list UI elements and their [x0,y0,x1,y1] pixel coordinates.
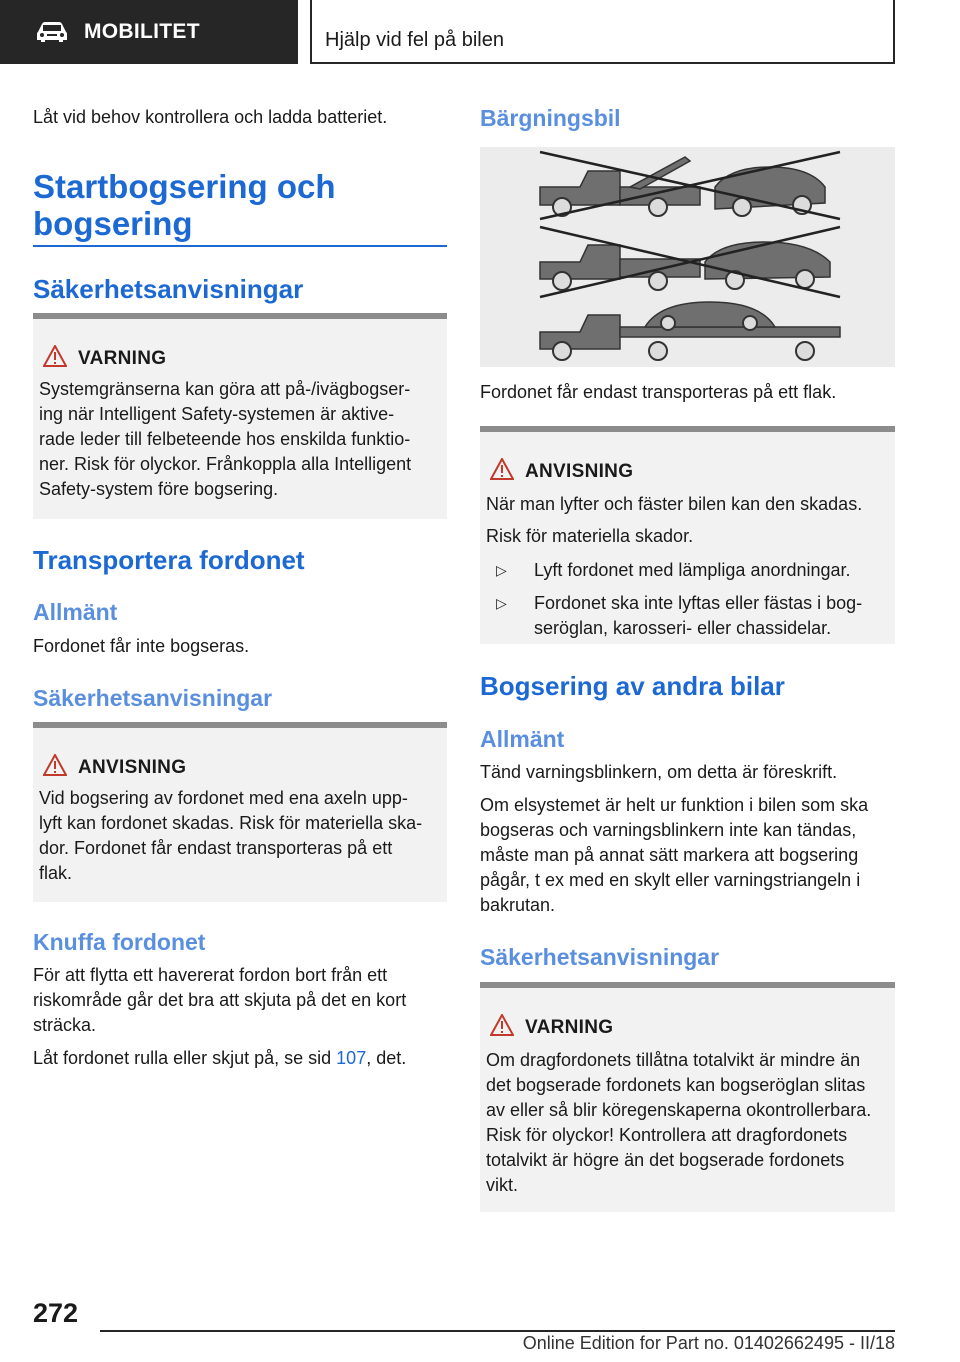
electric-text [480,793,868,918]
bullet-text: Lyft fordonet med lämpliga anordningar. [534,560,851,580]
notice-line: lyft kan fordonet skadas. Risk för materiella ska- [39,813,423,833]
notice-text-1: När man lyfter och fäster bilen kan den skadas. [486,494,863,514]
hazard-text: Tänd varningsblinkern, om detta är föreskrift. [480,762,838,782]
towing-illustration [480,147,895,367]
transport-heading: Transportera fordonet [33,545,305,575]
push-line: sträcka. [33,1015,97,1035]
warning-line: Systemgränserna kan göra att på-/ivägbogser- [39,379,411,399]
page-number: 272 [33,1298,79,1328]
subsection-box [310,0,895,64]
warning-line: rade leder till felbeteende hos enskilda funktio- [39,429,411,449]
notice-text-2: Risk för materiella skador. [486,526,694,546]
electric-line: måste man på annat sätt markera att bogsering [480,845,859,865]
electric-line: Om elsystemet är helt ur funktion i bilen som ska [480,795,869,815]
warning-triangle-icon [43,754,67,776]
bullet-text [534,591,894,641]
notice-line: Vid bogsering av fordonet med ena axeln upp- [39,788,408,808]
safety-subheading: Säkerhetsanvisningar [33,685,273,711]
page-title-line-2: bogsering [33,205,193,242]
warning-triangle-icon [43,345,67,367]
warning-text [39,377,441,502]
footer-rule [100,1330,895,1332]
figure-caption: Fordonet får endast transporteras på ett flak. [480,382,837,402]
warning-line: ner. Risk för olyckor. Frånkoppla alla Intelligent [39,454,412,474]
safety-heading-2: Säkerhetsanvisningar [480,944,720,970]
subsection-title: Hjälp vid fel på bilen [325,29,504,51]
section-title: MOBILITET [84,20,200,43]
page-title-line-1: Startbogsering och [33,168,336,205]
warning-box-2 [480,982,895,1212]
tow-truck-heading: Bärgningsbil [480,105,621,131]
push-heading: Knuffa fordonet [33,929,206,955]
title-rule [33,245,447,247]
intro-text: Låt vid behov kontrollera och ladda batteriet. [33,107,388,127]
warning-line: Safety-system före bogsering. [39,479,279,499]
electric-line: pågår, t ex med en skylt eller varningstriangeln i [480,870,861,890]
warning-line: av eller så blir köregenskaperna okontrollerbara. [486,1100,872,1120]
warning-line: ing när Intelligent Safety-systemen är aktive- [39,404,395,424]
electric-line: bogseras och varningsblinkern inte kan tändas, [480,820,857,840]
car-icon [34,20,70,44]
notice-text [39,786,441,886]
warning-text [486,1048,889,1198]
push-line: För att flytta ett havererat fordon bort från ett [33,965,388,985]
warning-line: Risk för olyckor! Kontrollera att dragfordonets [486,1125,848,1145]
push-line: riskområde går det bra att skjuta på det en kort [33,990,407,1010]
electric-line: bakrutan. [480,895,556,915]
safety-heading: Säkerhetsanvisningar [33,274,304,304]
page-title [33,168,336,242]
bullet-triangle-icon: ▷ [496,595,507,611]
bullet-triangle-icon: ▷ [496,562,507,578]
notice-title: ANVISNING [78,757,187,778]
towing-diagram [480,147,895,367]
roll-text-pre: Låt fordonet rulla eller skjut på, se sid [33,1048,337,1068]
warning-title: VARNING [525,1017,614,1038]
bullet-line: seröglan, karosseri- eller chassidelar. [534,618,832,638]
general-heading: Allmänt [33,599,118,625]
warning-box-1 [33,313,447,519]
edition-text: Online Edition for Part no. 01402662495 - II/18 [522,1333,895,1353]
warning-line: det bogserade fordonets kan bogseröglan slitas [486,1075,866,1095]
notice-box-2 [480,426,895,644]
notice-box-1 [33,722,447,902]
warning-triangle-icon [490,1014,514,1036]
notice-line: dor. Fordonet får endast transporteras på ett [39,838,393,858]
section-tab [0,0,298,64]
notice-title: ANVISNING [525,461,634,482]
notice-line: flak. [39,863,73,883]
general-heading-2: Allmänt [480,726,565,752]
warning-line: Om dragfordonets tillåtna totalvikt är mindre än [486,1050,861,1070]
page-link-107[interactable]: 107 [336,1048,367,1068]
other-cars-heading: Bogsering av andra bilar [480,671,785,701]
warning-line: totalvikt är högre än det bogserade fordonets [486,1150,845,1170]
roll-text [33,1046,406,1071]
warning-title: VARNING [78,348,167,369]
push-text [33,963,406,1038]
general-text: Fordonet får inte bogseras. [33,636,250,656]
warning-line: vikt. [486,1175,519,1195]
bullet-line: Fordonet ska inte lyftas eller fästas i bog- [534,593,863,613]
warning-triangle-icon [490,458,514,480]
roll-text-post: , det. [366,1048,407,1068]
